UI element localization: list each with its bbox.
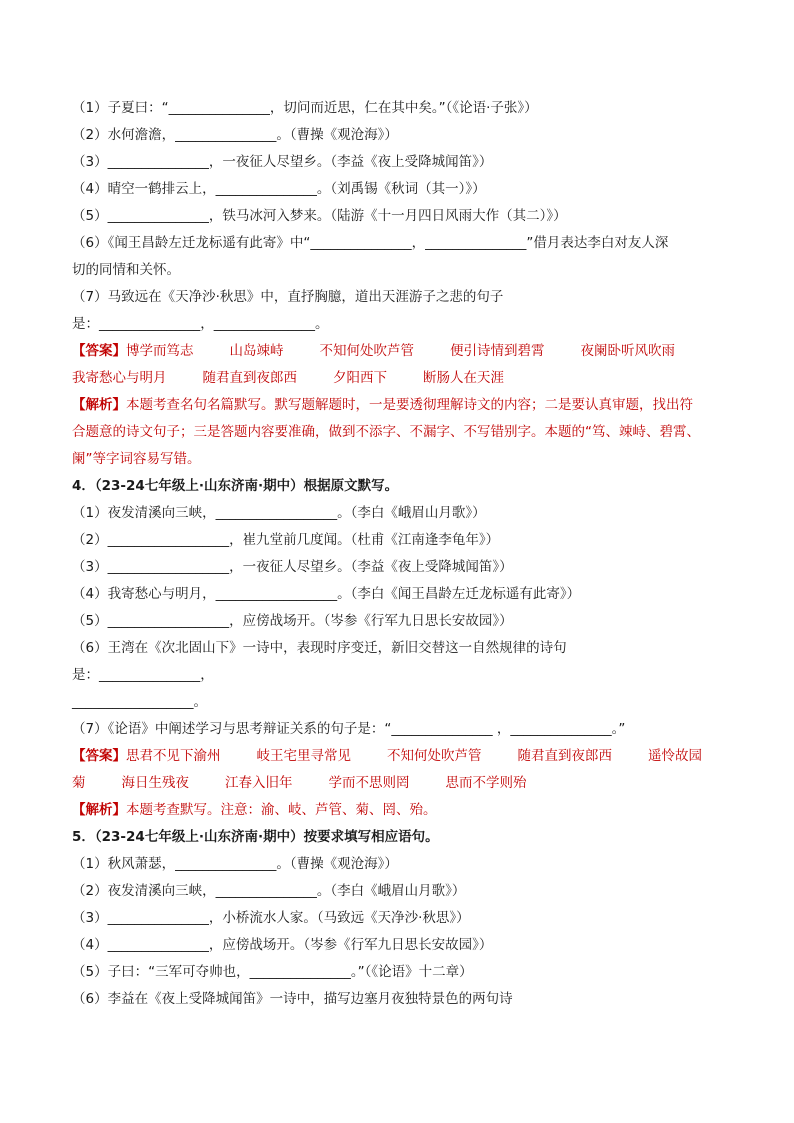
q4-item-4: （4）我寄愁心与明月，__________________。（李白《闻王昌龄左迁龙标遥有此寄》） [72,586,581,602]
analysis-tag: 【解析】 [72,397,126,413]
answer-item: 岐王宅里寻常见 [256,748,351,764]
q5-item-3: （3）_______________，小桥流水人家。（马致远《天净沙·秋思》） [72,910,470,926]
answer-item: 断肠人在天涯 [423,370,504,386]
answer-item: 博学而笃志 [126,343,194,359]
answer-item: 思而不学则殆 [445,775,527,791]
q5-item-2: （2）夜发清溪向三峡，_______________。（李白《峨眉山月歌》） [72,883,466,899]
q4-heading: 4．（23-24七年级上·山东济南·期中）根据原文默写。 [72,478,399,494]
q5-heading: 5．（23-24七年级上·山东济南·期中）按要求填写相应语句。 [72,829,439,845]
q4-item-7: （7）《论语》中阐述学习与思考辩证关系的句子是：“_______________ ，_______________。” [72,721,626,737]
answer-item: 遥怜故园 [648,748,702,764]
answer-item: 我寄愁心与明月 [72,370,167,386]
answer-item: 山岛竦峙 [229,343,284,359]
q3-analysis-line-1 [72,392,732,419]
answer-item: 随君直到夜郎西 [517,748,612,764]
q5-item-5: （5）子曰：“三军可夺帅也，_______________。”（《论语》十二章） [72,964,473,980]
answer-item: 夕阳西下 [333,370,387,386]
q3-answer-line-2 [72,365,732,392]
analysis-tag: 【解析】 [72,802,126,818]
answer-item: 便引诗情到碧霄 [450,343,545,359]
analysis-text: 本题考查默写。注意：渝、岐、芦管、菊、罔、殆。 [126,802,437,818]
q3-item-3: （3）_______________，一夜征人尽望乡。（李益《夜上受降城闻笛》） [72,154,493,170]
q4-analysis [72,797,732,824]
answer-item: 随君直到夜郎西 [202,370,297,386]
q3-item-5: （5）_______________，铁马冰河入梦来。（陆游《十一月四日风雨大作（其二）》） [72,208,567,224]
q3-analysis-line-2: 合题意的诗文句子；三是答题内容要准确，做到不添字、不漏字、不写错别字。本题的“笃、竦峙、碧霄、 [72,424,700,440]
answer-item: 学而不思则罔 [328,775,410,791]
answer-item: 思君不见下渝州 [126,748,221,764]
q3-item-2: （2）水何澹澹，_______________。（曹操《观沧海》） [72,127,398,143]
q4-answer-line-2 [72,770,732,797]
q3-item-1: （1）子夏曰：“_______________，切问而近思，仁在其中矣。”（《论语·子张》） [72,100,538,116]
answer-item: 夜阑卧听风吹雨 [580,343,675,359]
answer-tag: 【答案】 [72,748,126,764]
answer-item: 不知何处吹芦管 [387,748,482,764]
q4-item-5: （5）__________________，应傍战场开。（岑参《行军九日思长安故园》） [72,613,513,629]
q3-item-7: （7）马致远在《天净沙·秋思》中，直抒胸臆，道出天涯游子之悲的句子 [72,289,504,305]
q3-item-7-cont: 是：_______________，_______________。 [72,316,329,332]
q4-item-3: （3）__________________，一夜征人尽望乡。（李益《夜上受降城闻笛》） [72,559,513,575]
answer-item: 江春入旧年 [225,775,293,791]
q3-item-6-cont: 切的同情和关怀。 [72,262,180,278]
q5-item-6: （6）李益在《夜上受降城闻笛》一诗中，描写边塞月夜独特景色的两句诗 [72,991,513,1007]
q3-analysis-line-3: 阑”等字词容易写错。 [72,451,201,467]
q4-item-6-cont2: __________________。 [72,694,207,710]
q4-item-1: （1）夜发清溪向三峡，__________________。（李白《峨眉山月歌》） [72,505,486,521]
answer-item: 海日生残夜 [121,775,189,791]
document-page [72,95,732,1013]
q3-item-6: （6）《闻王昌龄左迁龙标遥有此寄》中“_______________，_______________”借月表达李白对友人深 [72,235,669,251]
analysis-text: 本题考查名句名篇默写。默写题解题时，一是要透彻理解诗文的内容；二是要认真审题，找出符 [126,397,693,413]
q4-item-6: （6）王湾在《次北固山下》一诗中，表现时序变迁，新旧交替这一自然规律的诗句 [72,640,567,656]
answer-tag: 【答案】 [72,343,126,359]
answer-item: 菊 [72,775,86,791]
q4-item-2: （2）__________________，崔九堂前几度闻。（杜甫《江南逢李龟年》） [72,532,500,548]
answer-item: 不知何处吹芦管 [319,343,414,359]
q5-item-4: （4）_______________，应傍战场开。（岑参《行军九日思长安故园》） [72,937,493,953]
q4-answer-line-1 [72,743,732,770]
q4-item-6-cont: 是：_______________， [72,667,214,683]
q3-item-4: （4）晴空一鹤排云上，_______________。（刘禹锡《秋词（其一）》） [72,181,486,197]
q3-answer-line-1 [72,338,732,365]
q5-item-1: （1）秋风萧瑟，_______________。（曹操《观沧海》） [72,856,398,872]
